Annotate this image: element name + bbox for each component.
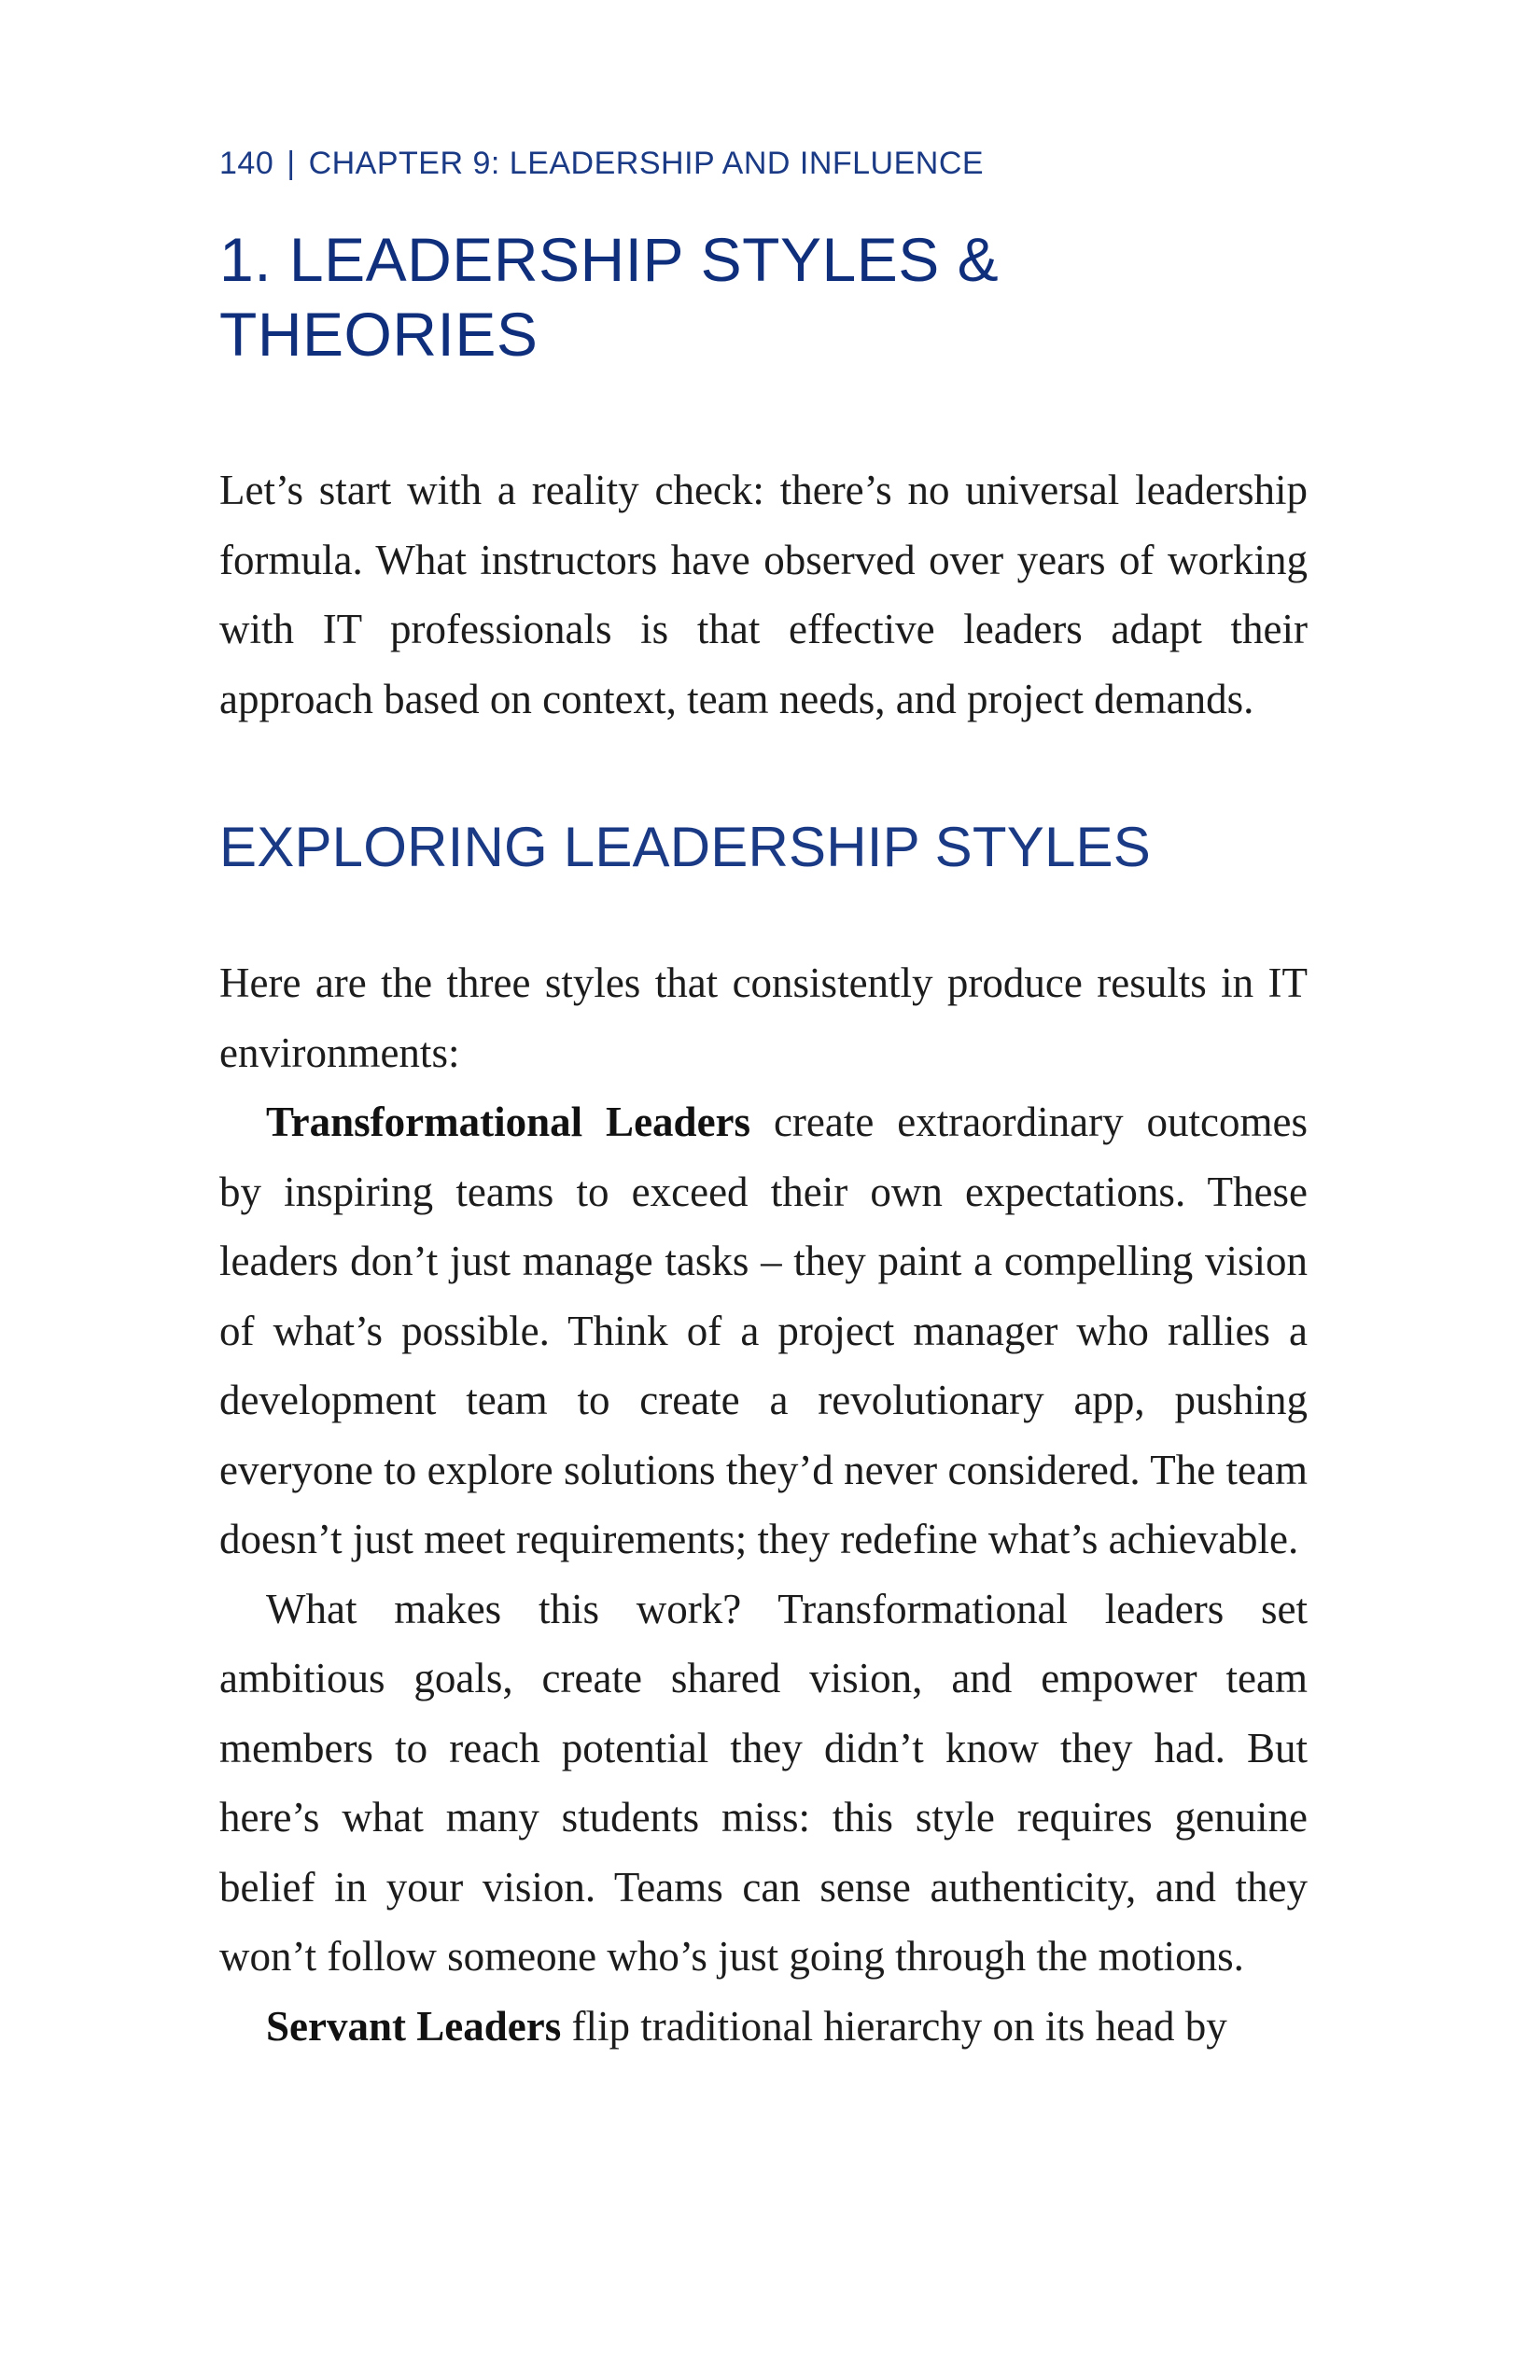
what-works-paragraph: What makes this work? Transformational leaders set ambitious goals, create shared vision, and empower team members to reach potential they didn’t know they had. But here’s what many students miss: this style requires genuine belief in your vision. Teams can sense authenticity, and they won’t follow someone who’s just going through the motions.: [219, 1585, 1308, 1980]
section-heading-line-1: 1. LEADERSHIP STYLES &: [219, 225, 1000, 294]
transformational-text: create extraordinary outcomes by inspiring teams to exceed their own expectations. These leaders don’t just manage tasks – they paint a compelling vision of what’s possible. Think of a project manager who rallies a development team to create a revolutionary app, pushing everyone to explore solutions they’d never considered. The team doesn’t just meet requirements; they redefine what’s achievable.: [219, 1099, 1308, 1562]
page-number: 140: [219, 146, 274, 181]
intro-block: [219, 455, 1308, 734]
servant-term: Servant Leaders: [266, 2002, 562, 2050]
body-block: [219, 948, 1308, 2061]
header-separator: |: [287, 146, 296, 181]
transformational-paragraph: [219, 1087, 1308, 1575]
lead-paragraph: Here are the three styles that consistently produce results in IT environments:: [219, 959, 1308, 1076]
chapter-title: CHAPTER 9: LEADERSHIP AND INFLUENCE: [308, 146, 985, 181]
section-heading: [219, 222, 1339, 371]
transformational-term: Transformational Leaders: [266, 1099, 751, 1145]
subsection-heading: EXPLORING LEADERSHIP STYLES: [219, 816, 1151, 878]
intro-paragraph: Let’s start with a reality check: there’s no universal leadership formula. What instructors have observed over years of working with IT professionals is that effective leaders adapt their approach based on context, team needs, and project demands.: [219, 467, 1308, 722]
section-heading-line-2: THEORIES: [219, 300, 539, 369]
servant-paragraph: [219, 1992, 1308, 2062]
servant-text: flip traditional hierarchy on its head by: [561, 2002, 1227, 2050]
running-header: [219, 146, 984, 182]
